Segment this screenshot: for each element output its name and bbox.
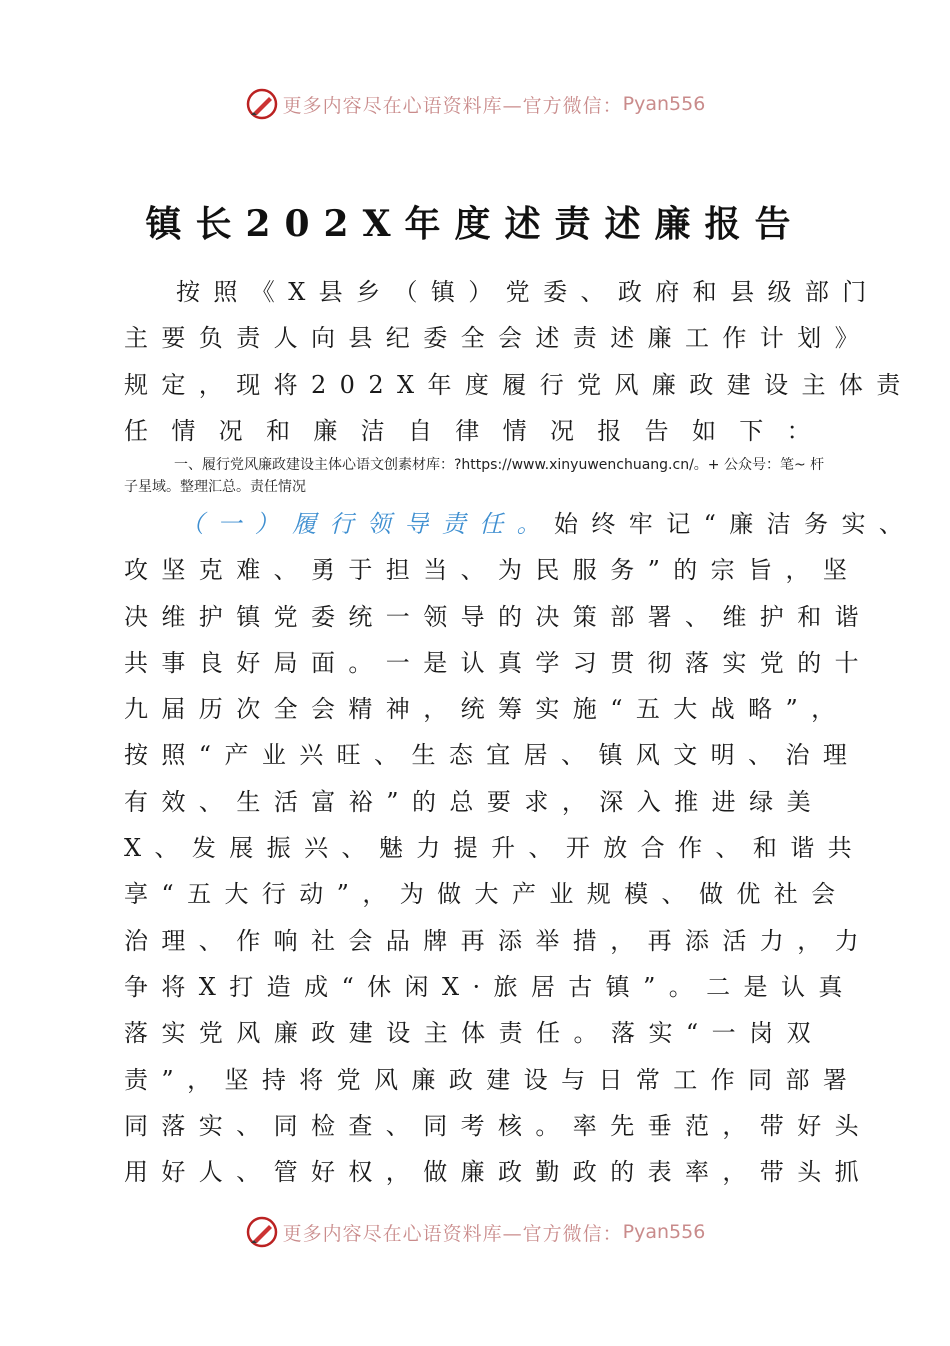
text-line: 有效、生活富裕”的总要求，深入推进绿美 (124, 787, 824, 816)
text-line: 享“五大行动”，为做大产业规模、做优社会 (124, 880, 849, 909)
header-watermark-banner (0, 84, 950, 124)
page-title: 镇长202X年度述责述廉报告 (145, 203, 805, 245)
text-line: 用好人、管好权，做廉政勤政的表率，带头抓 (124, 1158, 872, 1187)
text-line: 落实党风廉政建设主体责任。落实“一岗双 (124, 1019, 824, 1048)
text-line: 主要负责人向县纪委全会述责述廉工作计划》 (124, 324, 872, 353)
text-line: 九届历次全会精神，统筹实施“五大战略”， (124, 695, 849, 724)
text-line: 决维护镇党委统一领导的决策部署、维护和谐 (124, 602, 872, 631)
pen-logo-icon (245, 1215, 279, 1249)
text-line: 争将X打造成“休闲X·旅居古镇”。二是认真 (124, 972, 856, 1001)
text-line: 按照《X县乡（镇）党委、政府和县级部门 (176, 278, 880, 306)
text-line: 攻坚克难、勇于担当、为民服务”的宗旨，坚 (124, 556, 861, 585)
section-heading-note: 一、履行党风廉政建设主体心语文创素材库：?https://www.xinyuwenchuang.cn/。+ 公众号：笔~ 杆子星域。整理汇总。责任情况 (124, 457, 825, 495)
text-line: 任情况和廉洁自律情况报告如下： (124, 416, 824, 445)
wechat-id: Pyan556 (622, 93, 706, 115)
text-line: 责”，坚持将党风廉政建设与日常工作同部署 (124, 1065, 861, 1094)
footer-watermark-banner (0, 1212, 950, 1252)
text-line: 按照“产业兴旺、生态宜居、镇风文明、治理 (124, 741, 861, 770)
subsection-lead: （一）履行领导责任。 (180, 510, 554, 538)
wechat-id: Pyan556 (622, 1221, 706, 1243)
text-line: 共事良好局面。一是认真学习贯彻落实党的十 (124, 648, 872, 677)
text-line: 规定，现将202X年度履行党风廉政建设主体责 (124, 370, 914, 399)
text-line: 治理、作响社会品牌再添举措，再添活力，力 (124, 926, 872, 955)
watermark-text: 更多内容尽在心语资料库—官方微信： (282, 1222, 623, 1245)
body-paragraph (124, 501, 917, 1195)
pen-logo-icon (245, 87, 279, 121)
text-line: （一）履行领导责任。始终牢记“廉洁务实、 (180, 510, 917, 538)
text-line: X、发展振兴、魅力提升、开放合作、和谐共 (124, 834, 866, 863)
intro-paragraph (124, 269, 914, 454)
watermark-text: 更多内容尽在心语资料库—官方微信： (282, 94, 623, 117)
text-line: 同落实、同检查、同考核。率先垂范，带好头 (124, 1111, 872, 1140)
